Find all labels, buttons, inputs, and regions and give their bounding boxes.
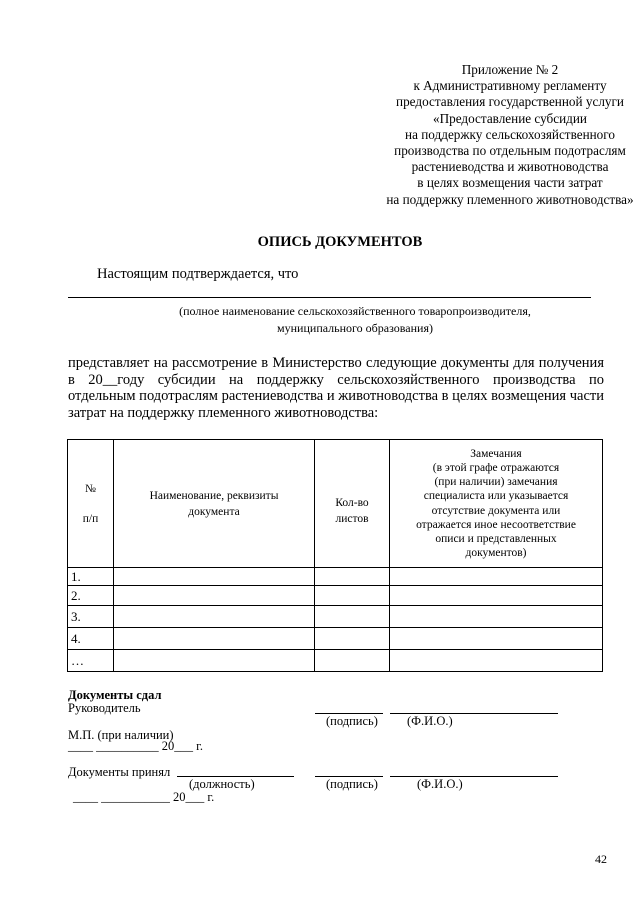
handover-heading: Документы сдал xyxy=(68,688,162,702)
header-remarks-line: (в этой графе отражаются xyxy=(432,461,560,474)
row-number: 2. xyxy=(68,586,114,606)
appendix-line: Приложение № 2 xyxy=(461,62,559,77)
header-doc-name-line: Наименование, реквизиты xyxy=(149,489,279,502)
row-remarks-cell xyxy=(390,606,603,628)
header-remarks-line: отсутствие документа или xyxy=(431,504,561,517)
header-remarks-line: документов) xyxy=(465,547,527,560)
header-remarks-line: специалиста или указывается xyxy=(423,490,569,503)
fill-in-line xyxy=(68,297,591,298)
header-num xyxy=(68,440,114,568)
header-remarks-line: описи и представленных xyxy=(435,532,557,545)
table-row xyxy=(68,650,603,672)
table-header-row xyxy=(68,440,603,568)
header-doc-name-line: документа xyxy=(188,505,240,518)
document-title: ОПИСЬ ДОКУМЕНТОВ xyxy=(257,234,423,250)
row-remarks-cell xyxy=(390,650,603,672)
table-row xyxy=(68,628,603,650)
header-remarks xyxy=(390,440,603,568)
row-doc-name-cell xyxy=(114,650,315,672)
signature-caption: (подпись) xyxy=(326,714,378,728)
receipt-date-line: ____ ___________ 20___ г. xyxy=(73,790,215,804)
fio-caption: (Ф.И.О.) xyxy=(417,777,463,791)
row-remarks-cell xyxy=(390,586,603,606)
row-remarks-cell xyxy=(390,628,603,650)
fullname-hint xyxy=(140,303,570,337)
receipt-label: Документы принял xyxy=(68,765,171,779)
header-sheet-count-line: листов xyxy=(335,512,369,525)
appendix-line: к Административному регламенту xyxy=(413,78,607,94)
head-label: Руководитель xyxy=(68,701,141,715)
fio-caption: (Ф.И.О.) xyxy=(407,714,453,728)
row-number: … xyxy=(68,650,114,672)
row-sheet-count-cell xyxy=(315,568,390,586)
position-caption: (должность) xyxy=(189,777,255,791)
appendix-line: в целях возмещения части затрат xyxy=(417,175,603,191)
row-doc-name-cell xyxy=(114,568,315,586)
row-number: 1. xyxy=(68,568,114,586)
row-doc-name-cell xyxy=(114,628,315,650)
row-sheet-count-cell xyxy=(315,606,390,628)
header-num-label: п/п xyxy=(82,512,99,525)
handover-date-line: ____ __________ 20___ г. xyxy=(68,739,203,753)
row-sheet-count-cell xyxy=(315,650,390,672)
stamp-label: М.П. (при наличии) xyxy=(68,728,174,742)
table-row xyxy=(68,606,603,628)
header-remarks-line: Замечания xyxy=(470,447,522,460)
signature-caption: (подпись) xyxy=(326,777,378,791)
appendix-line: на поддержку сельскохозяйственного xyxy=(405,126,615,142)
row-remarks-cell xyxy=(390,568,603,586)
row-sheet-count-cell xyxy=(315,586,390,606)
fio-line xyxy=(390,776,558,777)
appendix-line: производства по отдельным подотраслям xyxy=(394,143,626,159)
header-doc-name xyxy=(114,440,315,568)
appendix-line: «Предоставление субсидии xyxy=(433,110,587,126)
header-remarks-line: отражается иное несоответствие xyxy=(416,518,576,531)
header-sheet-count xyxy=(315,440,390,568)
table-row xyxy=(68,586,603,606)
appendix-line: предоставления государственной услуги xyxy=(396,94,624,110)
row-doc-name-cell xyxy=(114,606,315,628)
page-number: 42 xyxy=(595,852,607,866)
documents-table xyxy=(67,439,603,672)
header-remarks-line: (при наличии) замечания xyxy=(434,476,558,489)
body-paragraph: представляет на рассмотрение в Министерство следующие документы для получения в 20__году субсидии на поддержку сельскохозяйственного производства по отдельным подотраслям растениеводства и животноводства в целях возмещения части затрат на поддержку племенного животноводства: xyxy=(68,355,604,421)
fullname-hint-line: муниципального образования) xyxy=(277,321,433,335)
row-number: 4. xyxy=(68,628,114,650)
fullname-hint-line: (полное наименование сельскохозяйственного товаропроизводителя, xyxy=(179,304,531,318)
row-doc-name-cell xyxy=(114,586,315,606)
appendix-line: на поддержку племенного животноводства» xyxy=(386,191,634,207)
confirm-text: Настоящим подтверждается, что xyxy=(97,266,299,282)
appendix-header xyxy=(300,62,640,208)
appendix-line: растениеводства и животноводства xyxy=(411,159,609,175)
row-number: 3. xyxy=(68,606,114,628)
header-num-symbol: № xyxy=(85,482,96,495)
header-sheet-count-line: Кол-во xyxy=(335,496,369,509)
row-sheet-count-cell xyxy=(315,628,390,650)
table-row xyxy=(68,568,603,586)
